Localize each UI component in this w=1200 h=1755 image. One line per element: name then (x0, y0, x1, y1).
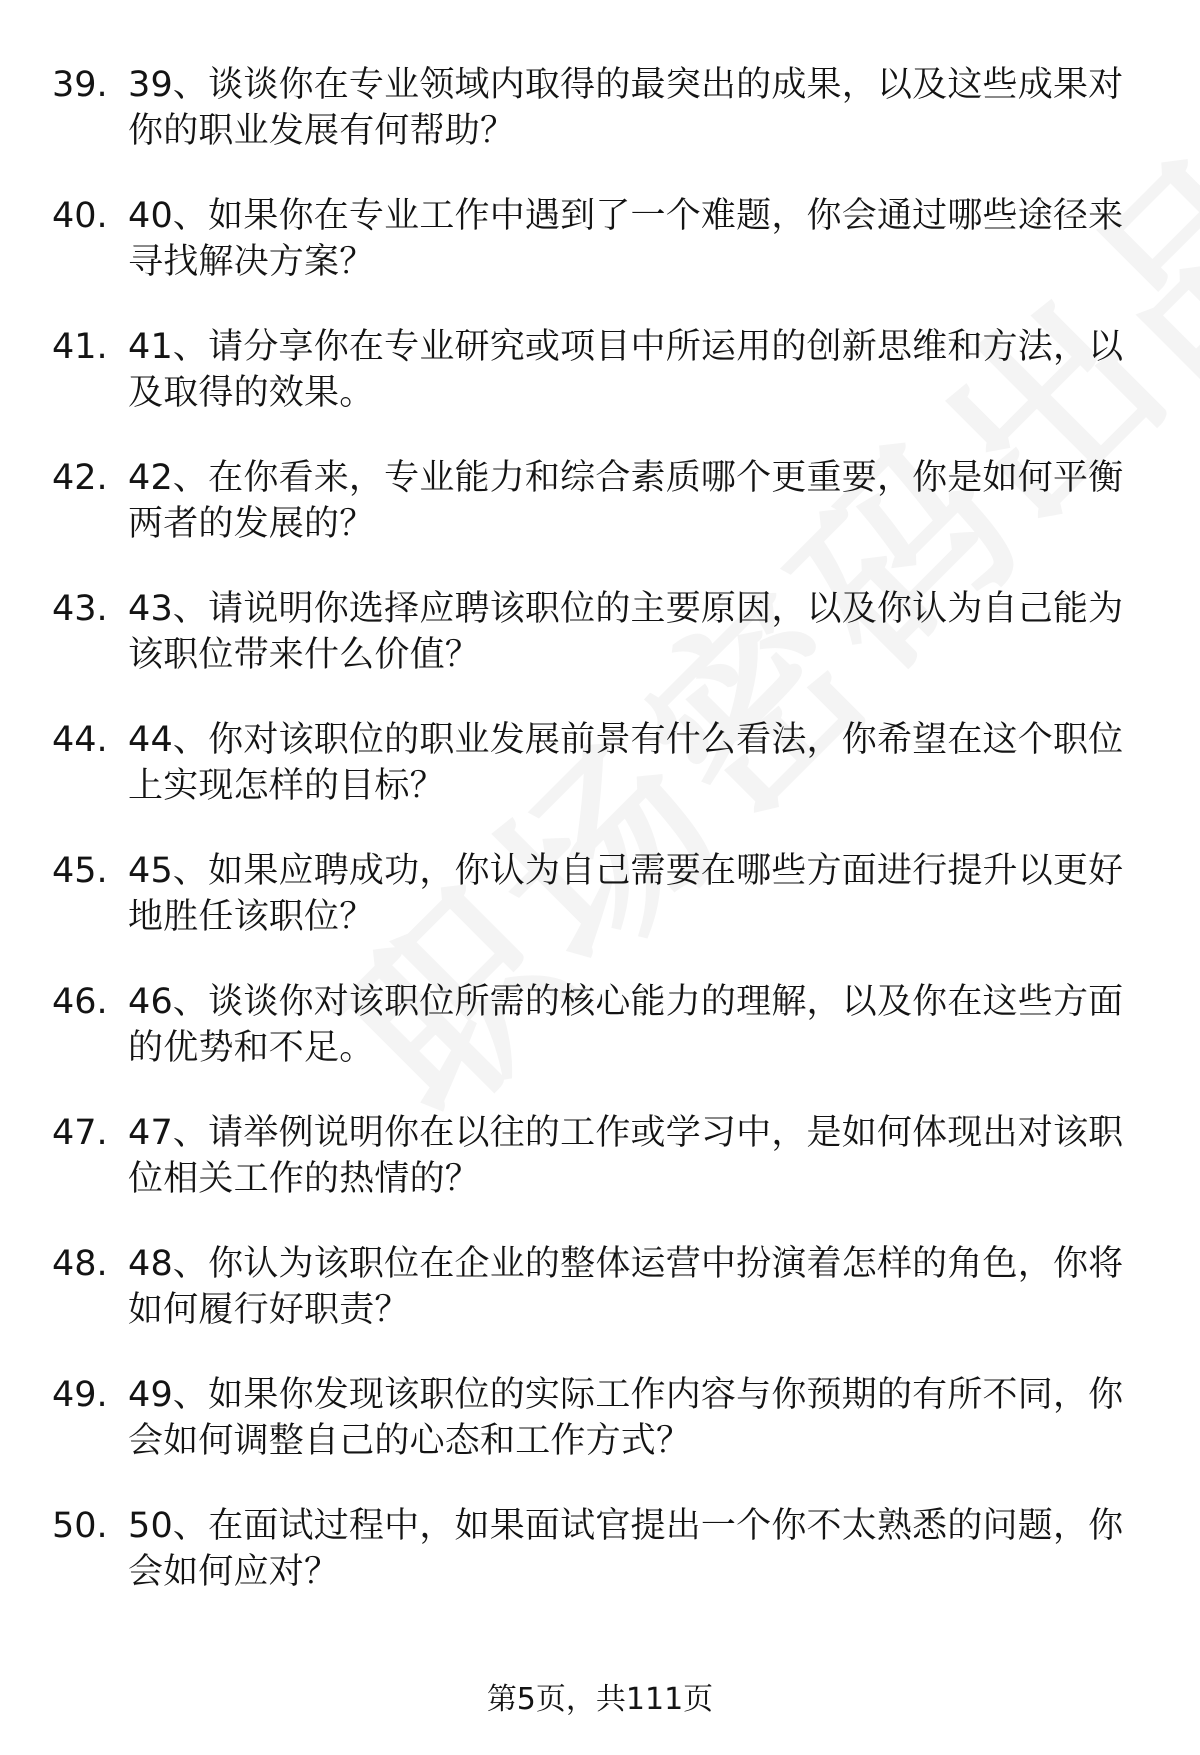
list-item-text-line: 49、如果你发现该职位的实际工作内容与你预期的有所不同，你 (128, 1375, 1124, 1415)
list-item-number: 42. (52, 458, 108, 498)
page-indicator: 第5页，共111页 (486, 1682, 714, 1717)
list-item-text-line: 39、谈谈你在专业领域内取得的最突出的成果，以及这些成果对 (128, 65, 1124, 105)
list-item-text-line: 42、在你看来，专业能力和综合素质哪个更重要，你是如何平衡 (128, 458, 1124, 498)
list-item-text-line: 地胜任该职位？ (128, 897, 375, 937)
list-item-text (128, 1372, 1148, 1464)
list-item-text (128, 1503, 1148, 1595)
list-item (0, 1241, 1200, 1372)
list-item-text-line: 上实现怎样的目标？ (128, 766, 445, 806)
list-item-text-line: 46、谈谈你对该职位所需的核心能力的理解，以及你在这些方面 (128, 982, 1124, 1022)
list-item (0, 979, 1200, 1110)
list-item-text (128, 1241, 1148, 1333)
list-item-text-line: 45、如果应聘成功，你认为自己需要在哪些方面进行提升以更好 (128, 851, 1124, 891)
list-item-text-line: 50、在面试过程中，如果面试官提出一个你不太熟悉的问题，你 (128, 1506, 1124, 1546)
list-item-text-line: 48、你认为该职位在企业的整体运营中扮演着怎样的角色，你将 (128, 1244, 1124, 1284)
list-item-number: 43. (52, 589, 108, 629)
list-item (0, 1503, 1200, 1634)
list-item-text-line: 该职位带来什么价值？ (128, 635, 481, 675)
list-item (0, 1110, 1200, 1241)
list-item-number: 50. (52, 1506, 108, 1546)
list-item-number: 46. (52, 982, 108, 1022)
list-item-text-line: 及取得的效果。 (128, 373, 375, 413)
list-item (0, 455, 1200, 586)
list-item-number: 39. (52, 65, 108, 105)
list-item-text-line: 会如何调整自己的心态和工作方式？ (128, 1421, 692, 1461)
list-item-text-line: 你的职业发展有何帮助？ (128, 111, 516, 151)
list-item-number: 45. (52, 851, 108, 891)
list-item-text-line: 会如何应对？ (128, 1552, 340, 1592)
list-item-text-line: 41、请分享你在专业研究或项目中所运用的创新思维和方法，以 (128, 327, 1124, 367)
list-item-text-line: 40、如果你在专业工作中遇到了一个难题，你会通过哪些途径来 (128, 196, 1124, 236)
list-item-text (128, 324, 1148, 416)
list-item-text-line: 两者的发展的？ (128, 504, 375, 544)
list-item-text-line: 如何履行好职责？ (128, 1290, 410, 1330)
list-item-number: 41. (52, 327, 108, 367)
list-item (0, 717, 1200, 848)
list-item (0, 62, 1200, 193)
list-item (0, 586, 1200, 717)
list-item-number: 48. (52, 1244, 108, 1284)
list-item-text (128, 717, 1148, 809)
list-item-text-line: 44、你对该职位的职业发展前景有什么看法，你希望在这个职位 (128, 720, 1124, 760)
list-item-text-line: 的优势和不足。 (128, 1028, 375, 1068)
list-item-text (128, 62, 1148, 154)
list-item-text (128, 193, 1148, 285)
list-item-text (128, 979, 1148, 1071)
list-item-text-line: 43、请说明你选择应聘该职位的主要原因，以及你认为自己能为 (128, 589, 1124, 629)
list-item-number: 49. (52, 1375, 108, 1415)
list-item-text-line: 47、请举例说明你在以往的工作或学习中，是如何体现出对该职 (128, 1113, 1124, 1153)
list-item-text (128, 586, 1148, 678)
list-item-text (128, 1110, 1148, 1202)
list-item (0, 848, 1200, 979)
list-item-number: 47. (52, 1113, 108, 1153)
list-item (0, 1372, 1200, 1503)
list-item-number: 44. (52, 720, 108, 760)
list-item-text-line: 寻找解决方案？ (128, 242, 375, 282)
question-list (0, 62, 1200, 1634)
list-item (0, 193, 1200, 324)
list-item-text (128, 848, 1148, 940)
list-item-number: 40. (52, 196, 108, 236)
list-item (0, 324, 1200, 455)
list-item-text-line: 位相关工作的热情的？ (128, 1159, 481, 1199)
list-item-text (128, 455, 1148, 547)
